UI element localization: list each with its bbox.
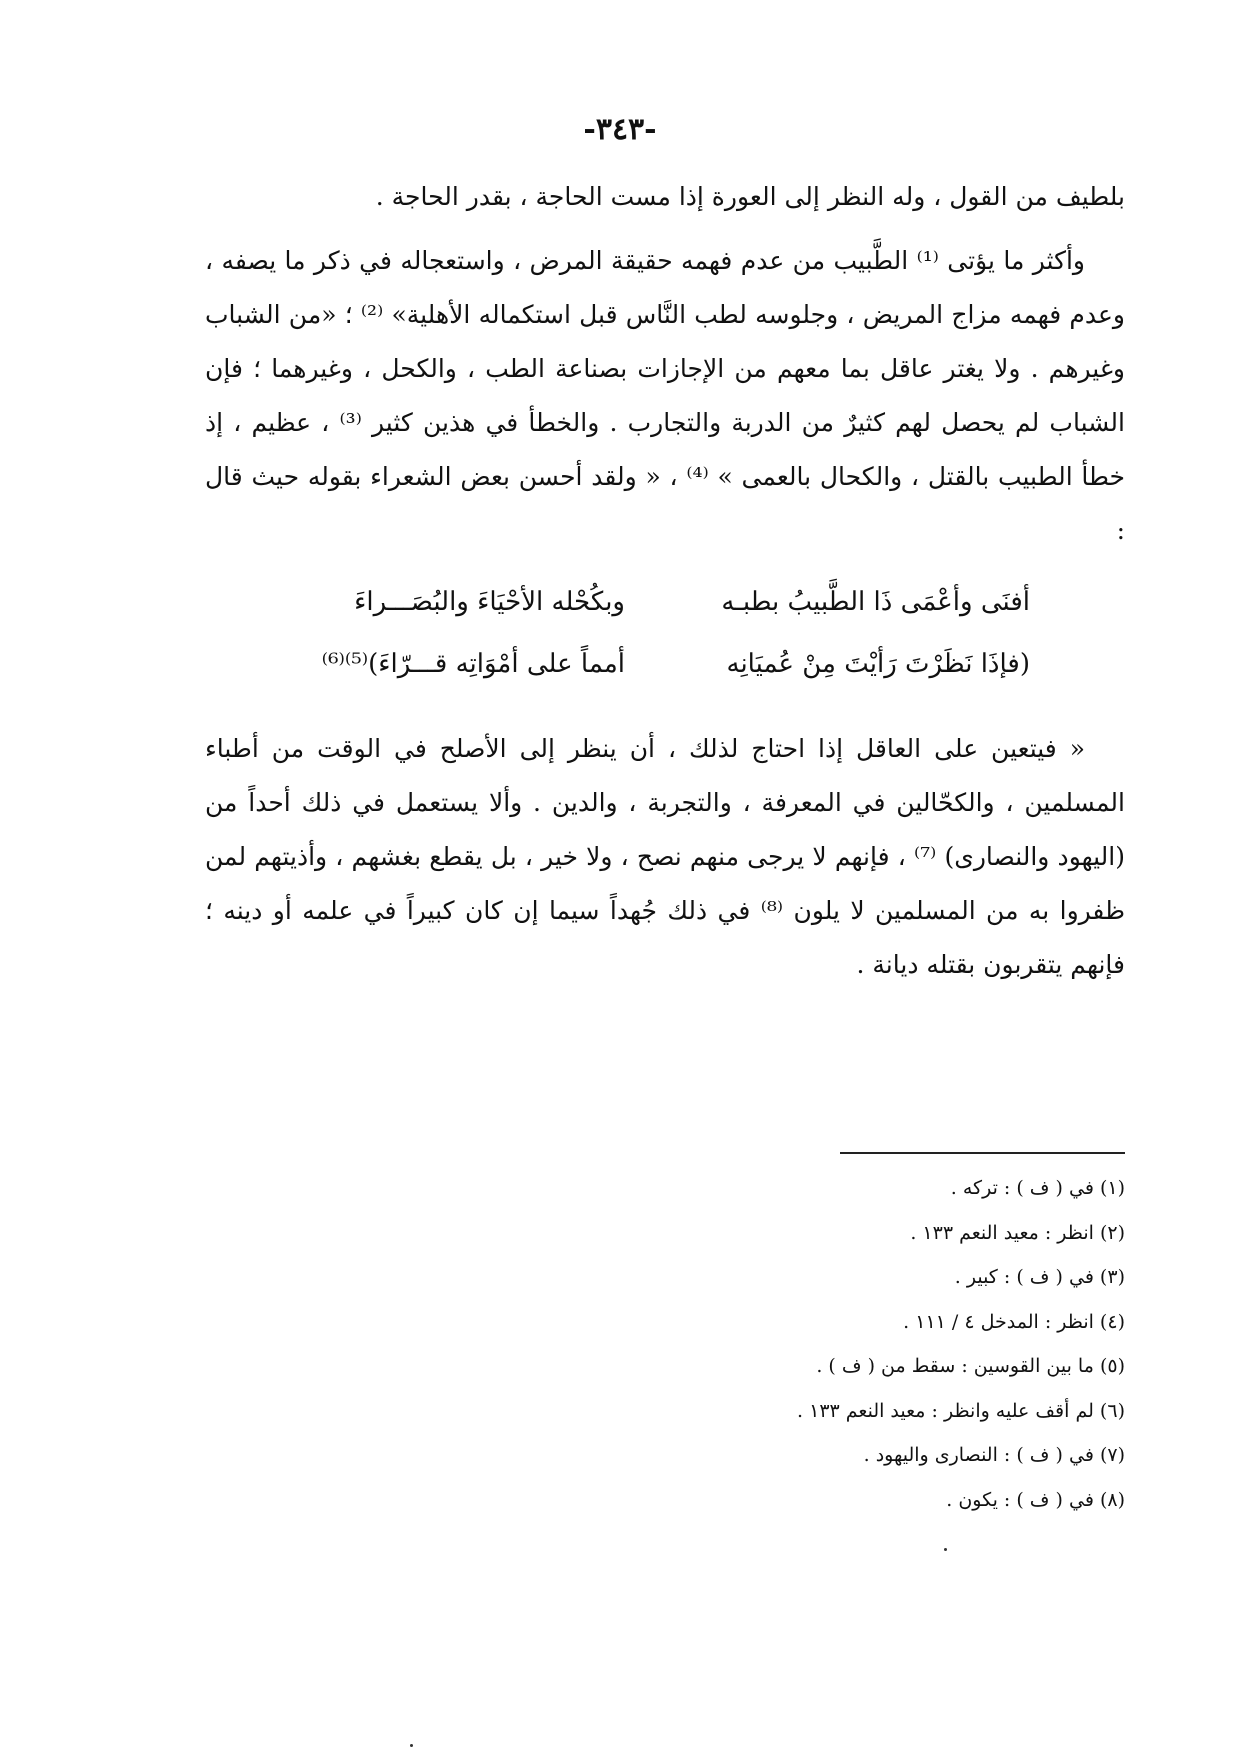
footnote-1: (١) في ( ف ) : تركه . [950, 1177, 1125, 1199]
footnote-8: (٨) في ( ف ) : يكون . [946, 1488, 1125, 1511]
main-text [205, 170, 1125, 992]
footnote-divider [840, 1152, 1125, 1154]
scan-speck [410, 1744, 413, 1747]
footnote-2: (٢) انظر : معيد النعم ١٣٣ . [910, 1221, 1125, 1244]
paragraph-1: بلطيف من القول ، وله النظر إلى العورة إذا مست الحاجة ، بقدر الحاجة . [375, 182, 1125, 211]
paragraph-2: وأكثر ما يؤتى ⁽¹⁾ الطَّبيب من عدم فهمه حقيقة المرض ، واستعجاله في ذكر ما يصفه ، وعدم فهمه مزاج المريض ، وجلوسه لطب النَّاس قبل استكماله الأهلية» ⁽²⁾ ؛ «من الشباب وغيرهم . ولا يغتر عاقل بما معهم من الإجازات بصناعة الطب ، والكحل ، وغيرهما ؛ فإن الشباب لم يحصل لهم كثيرٌ من الدربة والتجارب . والخطأ في هذين كثير ⁽³⁾ ، عظيم ، إذ خطأ الطبيب بالقتل ، والكحال بالعمى » ⁽⁴⁾ ، « ولقد أحسن بعض الشعراء بقوله حيث قال : [205, 246, 1125, 545]
verse-line-2 [205, 634, 1125, 694]
footnote-5: (٥) ما بين القوسين : سقط من ( ف ) . [816, 1355, 1125, 1377]
verse-2-second-hemistich: أمماً على أمْوَاتِه قـــرّاءَ)⁽⁵⁾⁽⁶⁾ [321, 649, 625, 679]
footnotes [205, 1166, 1125, 1522]
verse-line-1 [205, 572, 1125, 632]
footnote-7: (٧) في ( ف ) : النصارى واليهود . [863, 1444, 1125, 1466]
verse-2-first-hemistich: (فإذَا نَظَرْتَ رَأيْتَ مِنْ عُميَانِه [726, 649, 1030, 679]
page-number: -٣٤٣- [583, 112, 657, 147]
footnote-4: (٤) انظر : المدخل ٤ / ١١١ . [903, 1310, 1125, 1333]
footnote-3: (٣) في ( ف ) : كبير . [954, 1266, 1125, 1288]
verse-1-first-hemistich: أفنَى وأعْمَى ذَا الطَّبيبُ بطبـه [721, 587, 1030, 617]
poem [205, 572, 1125, 702]
verse-1-second-hemistich: وبكُحْله الأحْيَاءَ والبُصَـــراءَ [354, 587, 625, 617]
paragraph-3: « فيتعين على العاقل إذا احتاج لذلك ، أن ينظر إلى الأصلح في الوقت من أطباء المسلمين ، والكحّالين في المعرفة ، والتجربة ، والدين . وألا يستعمل في ذلك أحداً من (اليهود والنصارى) ⁽⁷⁾ ، فإنهم لا يرجى منهم نصح ، ولا خير ، بل يقطع بغشهم ، وأذيتهم لمن ظفروا به من المسلمين لا يلون ⁽⁸⁾ في ذلك جُهداً سيما إن كان كبيراً في علمه أو دينه ؛ فإنهم يتقربون بقتله ديانة . [205, 734, 1125, 979]
scan-speck [944, 1548, 947, 1551]
footnote-6: (٦) لم أقف عليه وانظر : معيد النعم ١٣٣ . [797, 1399, 1125, 1422]
